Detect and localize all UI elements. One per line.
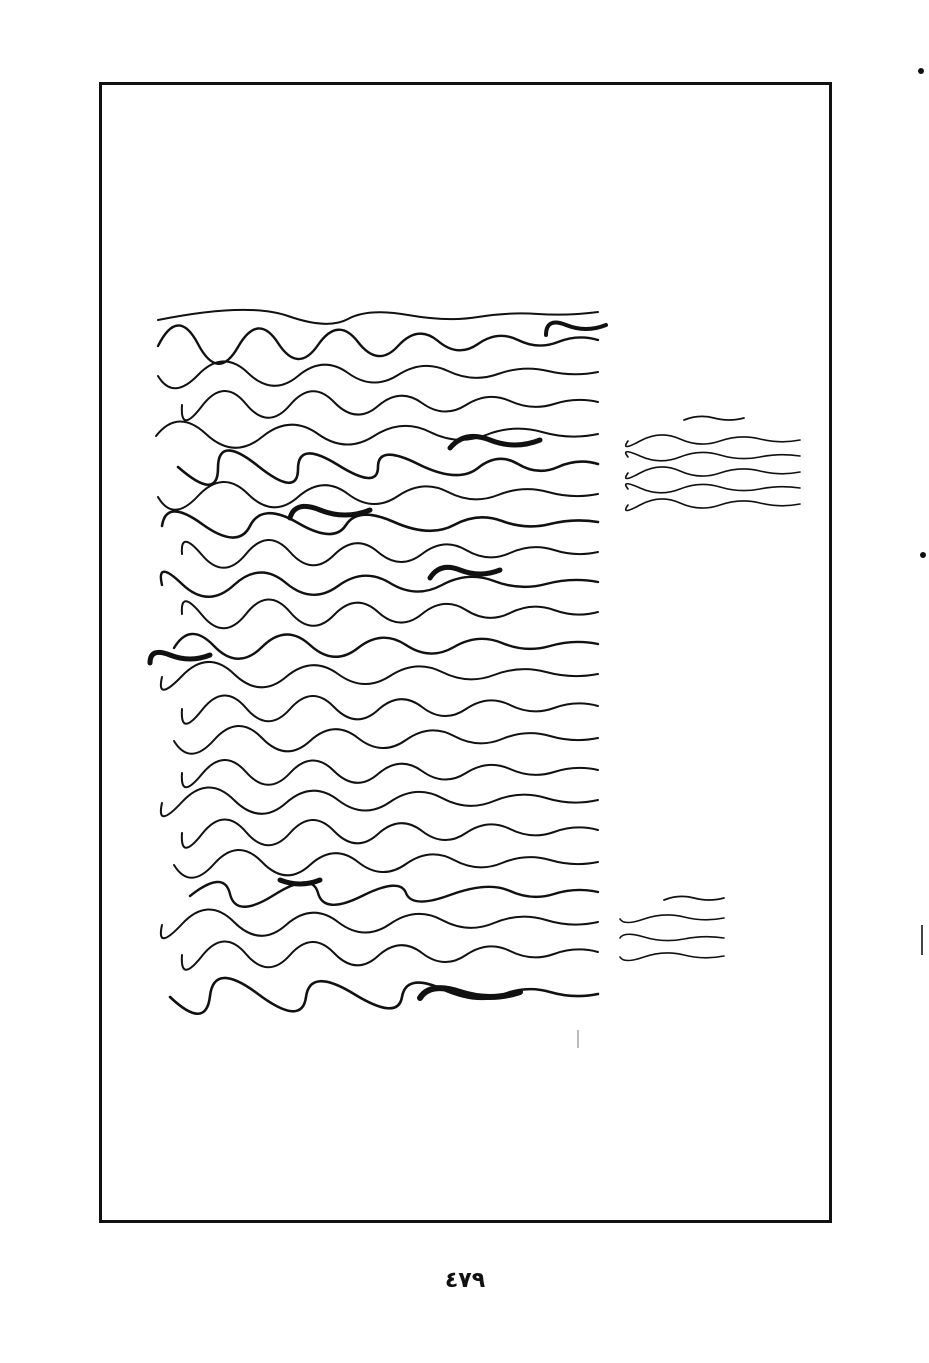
manuscript-line <box>178 450 598 484</box>
margin-note-line <box>626 435 800 447</box>
margin-note-line <box>620 934 724 940</box>
manuscript-line <box>182 941 598 969</box>
margin-note-line <box>620 953 724 961</box>
manuscript-line <box>182 391 598 420</box>
scan-edge-mark <box>921 925 923 955</box>
manuscript-line <box>174 634 598 659</box>
manuscript-line <box>182 760 598 787</box>
headword-mark <box>280 880 320 884</box>
manuscript-line <box>158 310 598 324</box>
headword-mark <box>546 323 606 335</box>
manuscript-line <box>182 540 598 568</box>
manuscript-line <box>190 882 598 907</box>
margin-note-line <box>684 416 744 420</box>
manuscript-line <box>161 572 598 597</box>
margin-note-line <box>626 452 800 461</box>
manuscript-line <box>174 850 598 878</box>
manuscript-line <box>182 819 598 847</box>
margin-note-line <box>620 915 724 923</box>
margin-note-line <box>664 896 724 900</box>
manuscript-line <box>174 726 598 754</box>
manuscript-line <box>158 325 598 363</box>
margin-note-line <box>626 499 800 511</box>
manuscript-line <box>162 511 598 537</box>
manuscript-line <box>170 978 598 1014</box>
manuscript-line <box>158 482 598 510</box>
margin-note-2 <box>620 896 724 960</box>
margin-note-line <box>626 467 800 479</box>
manuscript-line <box>161 787 598 816</box>
headword-mark <box>420 988 520 998</box>
manuscript-line <box>161 662 598 690</box>
margin-note-1 <box>626 416 800 510</box>
page-number: ٤٧٩ <box>444 1268 486 1293</box>
manuscript-line <box>182 695 598 723</box>
main-text-block <box>156 310 598 1014</box>
scan-edge-mark <box>918 68 924 74</box>
margin-note-line <box>626 484 800 493</box>
scan-edge-mark <box>920 552 926 558</box>
headword-mark <box>450 436 540 448</box>
manuscript-line <box>182 599 598 628</box>
manuscript-line <box>158 361 598 388</box>
manuscript-line <box>161 909 598 938</box>
headword-mark <box>150 652 210 663</box>
